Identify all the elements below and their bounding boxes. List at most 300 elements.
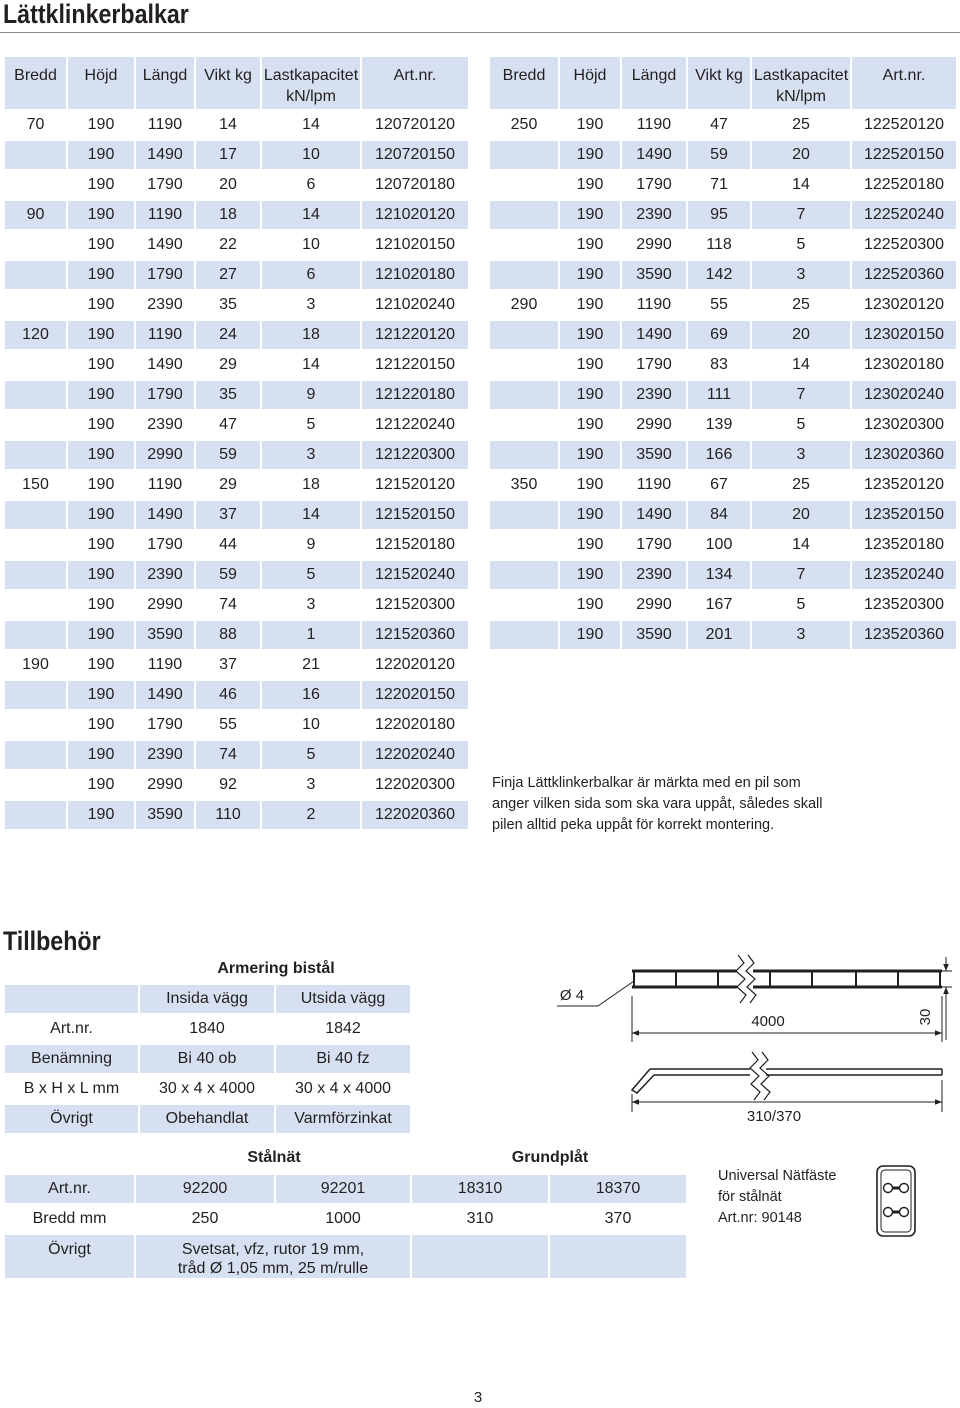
table-cell: [5, 501, 66, 529]
table-cell: 2390: [622, 201, 686, 229]
table-cell: 37: [196, 501, 260, 529]
table-cell: 120: [5, 321, 66, 349]
column-header: Utsida vägg: [276, 985, 410, 1013]
note-line: anger vilken sida som ska vara uppåt, således skall: [492, 796, 823, 812]
table-row: [490, 291, 956, 319]
fastener-info: [718, 1166, 836, 1229]
table-cell: 1842: [325, 1020, 361, 1037]
column-header: [196, 57, 260, 109]
clip-hole: [900, 1184, 909, 1193]
table-cell: 190: [560, 321, 620, 349]
table-cell: [5, 171, 66, 199]
table-cell: [490, 321, 558, 349]
page-number: 3: [473, 1389, 483, 1406]
accessories-heading: Tillbehör: [3, 926, 101, 956]
table-cell: 122520150: [852, 141, 956, 169]
table-cell: 84: [688, 501, 750, 529]
table-cell: [5, 261, 66, 289]
table-cell: 2990: [136, 441, 194, 469]
table-cell: 120720180: [374, 176, 456, 193]
row-label: Art.nr.: [50, 1020, 93, 1037]
table-cell: 83: [710, 356, 728, 373]
table-cell: 190: [576, 596, 604, 613]
table-cell: 1190: [636, 116, 672, 133]
table-cell: 190: [68, 801, 134, 829]
table-cell: [5, 771, 66, 799]
table-cell: 190: [68, 321, 134, 349]
table-cell: 92200: [136, 1175, 274, 1203]
table-cell: 123520150: [852, 501, 956, 529]
diameter-label: Ø 4: [559, 987, 585, 1004]
table-cell: 14: [792, 356, 810, 373]
table-cell: 1190: [636, 296, 672, 313]
table-row: [490, 501, 956, 529]
table-cell: 190: [87, 596, 115, 613]
table-cell: 121520150: [362, 501, 468, 529]
title-divider: [0, 32, 960, 33]
table-cell: 5: [796, 416, 806, 433]
table-cell: 14: [792, 536, 810, 553]
table-cell: 190: [68, 441, 134, 469]
table-cell: 1790: [147, 536, 183, 553]
table-cell: 3: [262, 441, 360, 469]
table-cell: 190: [68, 201, 134, 229]
table-row: [490, 171, 956, 199]
row-label: B x H x L mm: [23, 1080, 120, 1097]
table-row: [5, 171, 468, 199]
column-header-line: Bredd: [502, 67, 546, 84]
table-cell: 10: [302, 716, 320, 733]
table-cell: 59: [196, 441, 260, 469]
table-row: [490, 201, 956, 229]
table-header-row: [490, 57, 956, 109]
table-cell: 1190: [147, 476, 183, 493]
table-cell: 167: [705, 596, 733, 613]
table-cell: 122020240: [362, 741, 468, 769]
table-cell: 190: [68, 261, 134, 289]
table-cell: 122020180: [374, 716, 456, 733]
table-cell: 35: [219, 296, 237, 313]
table-cell: [5, 561, 66, 589]
table-row: [5, 261, 468, 289]
table-row: [5, 111, 468, 139]
table-cell: 121020180: [362, 261, 468, 289]
table-cell: 2: [262, 801, 360, 829]
table-cell: 190: [560, 621, 620, 649]
table-cell: 18370: [550, 1175, 686, 1203]
table-cell: 190: [87, 656, 115, 673]
table-cell: 122520240: [852, 201, 956, 229]
table-cell: 1490: [136, 501, 194, 529]
table-cell: 134: [688, 561, 750, 589]
table-cell: 1840: [189, 1020, 225, 1037]
table-cell: 14: [219, 116, 237, 133]
table-cell: 3: [752, 621, 850, 649]
ovrigt-description: [136, 1235, 410, 1278]
break-mark: [760, 1052, 770, 1100]
table-row: [5, 471, 468, 499]
table-cell: 25: [792, 296, 810, 313]
table-cell: 2390: [147, 296, 183, 313]
table-cell: 190: [560, 141, 620, 169]
table-cell: [490, 441, 558, 469]
table-cell: Obehandlat: [140, 1105, 274, 1133]
table-cell: 123520360: [852, 621, 956, 649]
table-cell: 17: [196, 141, 260, 169]
table-cell: 2390: [622, 561, 686, 589]
table-cell: 190: [576, 536, 604, 553]
table-row: [5, 231, 468, 259]
table-cell: 123020150: [852, 321, 956, 349]
table-cell: 1790: [636, 176, 672, 193]
table-cell: 190: [576, 356, 604, 373]
table-cell: 5: [796, 236, 806, 253]
table-cell: [490, 351, 558, 379]
table-cell: 190: [87, 356, 115, 373]
fastener-line: Universal Nätfäste: [718, 1168, 837, 1184]
table-cell: 29: [219, 476, 237, 493]
table-cell: 20: [752, 141, 850, 169]
table-cell: 2990: [147, 776, 183, 793]
table-cell: 190: [87, 116, 115, 133]
mesh-clip-icon: [872, 1162, 920, 1240]
clip-hole: [884, 1208, 893, 1217]
table-cell: 122520180: [863, 176, 945, 193]
table-cell: 14: [262, 201, 360, 229]
clip-outline: [877, 1166, 915, 1236]
table-cell: [5, 141, 66, 169]
table-cell: [5, 741, 66, 769]
column-header: [752, 57, 850, 109]
table-cell: 3: [752, 441, 850, 469]
table-cell: [490, 171, 558, 199]
table-cell: 3: [306, 596, 316, 613]
table-cell: [5, 291, 66, 319]
table-cell: 122020300: [374, 776, 456, 793]
table-row: [5, 411, 468, 439]
table-cell: 18: [302, 476, 320, 493]
table-cell: 47: [710, 116, 728, 133]
table-cell: 370: [604, 1210, 632, 1227]
table-cell: [5, 381, 66, 409]
table-cell: 92201: [276, 1175, 410, 1203]
table-cell: 55: [219, 716, 237, 733]
table-cell: 290: [510, 296, 538, 313]
table-cell: 1190: [147, 116, 183, 133]
row-label: Bredd mm: [32, 1210, 107, 1227]
beam-table-right: [488, 55, 958, 651]
table-cell: 47: [219, 416, 237, 433]
table-cell: 190: [576, 116, 604, 133]
table-cell: 14: [262, 501, 360, 529]
table-cell: 201: [688, 621, 750, 649]
table-cell: 166: [688, 441, 750, 469]
table-row: [490, 411, 956, 439]
fastener-line: för stålnät: [718, 1189, 782, 1205]
table-cell: 121520300: [374, 596, 456, 613]
table-cell: 121520120: [374, 476, 456, 493]
table-cell: 2390: [622, 381, 686, 409]
grundplat-title: Grundplåt: [511, 1149, 589, 1166]
table-cell: [490, 381, 558, 409]
table-cell: [490, 411, 558, 439]
column-header-line: Höjd: [573, 67, 607, 84]
table-cell: [5, 531, 66, 559]
column-header: [852, 57, 956, 109]
table-row: [5, 1235, 686, 1278]
table-cell: 122520360: [852, 261, 956, 289]
table-cell: 190: [87, 296, 115, 313]
table-cell: 37: [219, 656, 237, 673]
table-cell: 2390: [136, 741, 194, 769]
table-cell: 59: [196, 561, 260, 589]
table-cell: 18: [196, 201, 260, 229]
table-cell: 123020360: [852, 441, 956, 469]
table-cell: 21: [302, 656, 320, 673]
table-cell: 2990: [636, 416, 672, 433]
table-cell: 122520120: [863, 116, 945, 133]
table-row: [5, 621, 468, 649]
column-header-line: Art.nr.: [393, 67, 437, 84]
table-cell: [5, 441, 66, 469]
table-row: [5, 501, 468, 529]
table-cell: 120720150: [362, 141, 468, 169]
table-row: [5, 1045, 410, 1073]
table-header-row: [5, 985, 410, 1013]
table-cell: [550, 1235, 686, 1278]
table-cell: 10: [302, 236, 320, 253]
table-cell: 123520240: [852, 561, 956, 589]
table-row: [490, 471, 956, 499]
marking-note: [492, 773, 852, 836]
table-cell: 190: [576, 416, 604, 433]
ovrigt-description-line: tråd Ø 1,05 mm, 25 m/rulle: [177, 1260, 369, 1277]
table-cell: 2990: [636, 596, 672, 613]
table-cell: [5, 681, 66, 709]
table-cell: 121520240: [362, 561, 468, 589]
note-line: pilen alltid peka uppåt för korrekt montering.: [492, 817, 775, 833]
column-header-line: Bredd: [14, 67, 57, 84]
table-cell: 5: [306, 416, 316, 433]
table-cell: 190: [68, 381, 134, 409]
table-cell: 190: [87, 236, 115, 253]
column-header: [68, 57, 134, 109]
table-row: [490, 321, 956, 349]
table-cell: 190: [560, 261, 620, 289]
table-cell: 3: [306, 776, 316, 793]
table-cell: 5: [796, 596, 806, 613]
table-cell: 18: [262, 321, 360, 349]
table-cell: 1790: [147, 716, 183, 733]
ovrigt-description-line: Svetsat, vfz, rutor 19 mm,: [181, 1241, 365, 1258]
row-label: Övrigt: [5, 1105, 138, 1133]
table-cell: 7: [752, 381, 850, 409]
table-cell: [5, 711, 66, 739]
table-cell: 123020300: [863, 416, 945, 433]
table-cell: 2990: [147, 596, 183, 613]
table-cell: 190: [68, 681, 134, 709]
table-cell: [490, 621, 558, 649]
table-cell: 1490: [136, 141, 194, 169]
table-cell: 3590: [622, 261, 686, 289]
stalnat-title: Stålnät: [247, 1149, 301, 1166]
table-row: [490, 531, 956, 559]
table-cell: 350: [510, 476, 538, 493]
table-cell: 123520300: [863, 596, 945, 613]
table-cell: 2990: [636, 236, 672, 253]
table-row: [5, 141, 468, 169]
table-cell: 3590: [622, 621, 686, 649]
table-cell: 1190: [636, 476, 672, 493]
table-cell: 18310: [412, 1175, 548, 1203]
table-cell: 139: [705, 416, 733, 433]
table-cell: 120720120: [374, 116, 456, 133]
column-header: Insida vägg: [140, 985, 274, 1013]
break-mark: [746, 955, 756, 1003]
column-header-line: Vikt kg: [204, 67, 252, 84]
table-cell: 1790: [636, 536, 672, 553]
table-cell: 123520120: [863, 476, 945, 493]
table-cell: 74: [196, 741, 260, 769]
table-cell: 310: [466, 1210, 494, 1227]
table-cell: 1190: [136, 321, 194, 349]
table-row: [5, 1175, 686, 1203]
table-cell: 250: [191, 1210, 219, 1227]
column-header: [5, 57, 66, 109]
table-cell: 69: [688, 321, 750, 349]
table-row: [5, 801, 468, 829]
table-row: [5, 291, 468, 319]
table-cell: 100: [705, 536, 733, 553]
column-header: [560, 57, 620, 109]
table-cell: 190: [87, 176, 115, 193]
table-cell: 14: [792, 176, 810, 193]
table-cell: 29: [219, 356, 237, 373]
table-cell: 9: [306, 536, 316, 553]
table-row: [5, 741, 468, 769]
table-cell: Varmförzinkat: [276, 1105, 410, 1133]
width-label: 310/370: [746, 1108, 802, 1125]
table-row: [490, 621, 956, 649]
column-header: [622, 57, 686, 109]
table-cell: 122020360: [362, 801, 468, 829]
table-cell: 123520180: [863, 536, 945, 553]
table-cell: 122020120: [374, 656, 456, 673]
column-header-line: Lastkapacitet: [263, 67, 359, 84]
table-cell: 7: [752, 561, 850, 589]
table-cell: 22: [219, 236, 237, 253]
column-header: [688, 57, 750, 109]
table-cell: 55: [710, 296, 728, 313]
table-cell: 1790: [147, 176, 183, 193]
table-cell: 1490: [147, 356, 183, 373]
table-cell: [490, 201, 558, 229]
table-cell: 1490: [622, 141, 686, 169]
table-cell: 90: [5, 201, 66, 229]
table-cell: 14: [302, 356, 320, 373]
table-cell: 121220240: [374, 416, 456, 433]
table-cell: 74: [219, 596, 237, 613]
table-cell: 190: [87, 416, 115, 433]
table-cell: 1490: [136, 681, 194, 709]
table-cell: [490, 531, 558, 559]
table-cell: 121220150: [374, 356, 456, 373]
table-cell: 3590: [136, 621, 194, 649]
table-cell: 6: [262, 261, 360, 289]
break-mark: [736, 955, 746, 1003]
table-cell: 1: [262, 621, 360, 649]
table-cell: 123020180: [863, 356, 945, 373]
row-label: Benämning: [5, 1045, 138, 1073]
table-cell: 67: [710, 476, 728, 493]
table-cell: [412, 1235, 548, 1278]
column-header-line: Art.nr.: [882, 67, 926, 84]
table-cell: 71: [710, 176, 728, 193]
table-cell: 70: [26, 116, 45, 133]
table-cell: 88: [196, 621, 260, 649]
table-row: [5, 561, 468, 589]
table-row: [5, 681, 468, 709]
table-cell: 2390: [147, 416, 183, 433]
table-row: [5, 1015, 410, 1043]
table-cell: 20: [219, 176, 237, 193]
table-cell: 20: [752, 321, 850, 349]
table-cell: 190: [68, 621, 134, 649]
table-row: [490, 111, 956, 139]
column-header-line: kN/lpm: [286, 88, 336, 105]
table-cell: 1000: [325, 1210, 361, 1227]
column-header-line: Lastkapacitet: [753, 67, 849, 84]
table-cell: 16: [262, 681, 360, 709]
table-cell: 190: [87, 476, 115, 493]
table-cell: [5, 231, 66, 259]
table-cell: 121220300: [362, 441, 468, 469]
table-row: [490, 591, 956, 619]
table-cell: 190: [560, 441, 620, 469]
table-row: [5, 531, 468, 559]
table-cell: [490, 141, 558, 169]
column-header: [136, 57, 194, 109]
table-row: [5, 771, 468, 799]
table-cell: 190: [560, 561, 620, 589]
table-cell: 1790: [636, 356, 672, 373]
table-row: [490, 381, 956, 409]
table-cell: 1490: [622, 321, 686, 349]
break-mark: [750, 1052, 760, 1100]
clip-hole: [884, 1184, 893, 1193]
table-cell: 250: [510, 116, 538, 133]
table-row: [5, 711, 468, 739]
table-cell: 118: [706, 236, 732, 253]
table-row: [490, 441, 956, 469]
table-cell: 92: [219, 776, 237, 793]
length-label: 4000: [751, 1013, 785, 1030]
table-cell: 14: [302, 116, 320, 133]
row-label: Övrigt: [5, 1235, 134, 1278]
row-label: Art.nr.: [5, 1175, 134, 1203]
table-cell: 190: [560, 501, 620, 529]
table-header-row: [5, 57, 468, 109]
table-row: [490, 141, 956, 169]
table-cell: [490, 501, 558, 529]
table-cell: 122520300: [863, 236, 945, 253]
table-cell: 190: [68, 741, 134, 769]
table-cell: 1790: [136, 381, 194, 409]
table-cell: 3: [306, 296, 316, 313]
table-cell: 190: [576, 476, 604, 493]
table-cell: 7: [752, 201, 850, 229]
note-line: Finja Lättklinkerbalkar är märkta med en pil som: [492, 775, 801, 791]
